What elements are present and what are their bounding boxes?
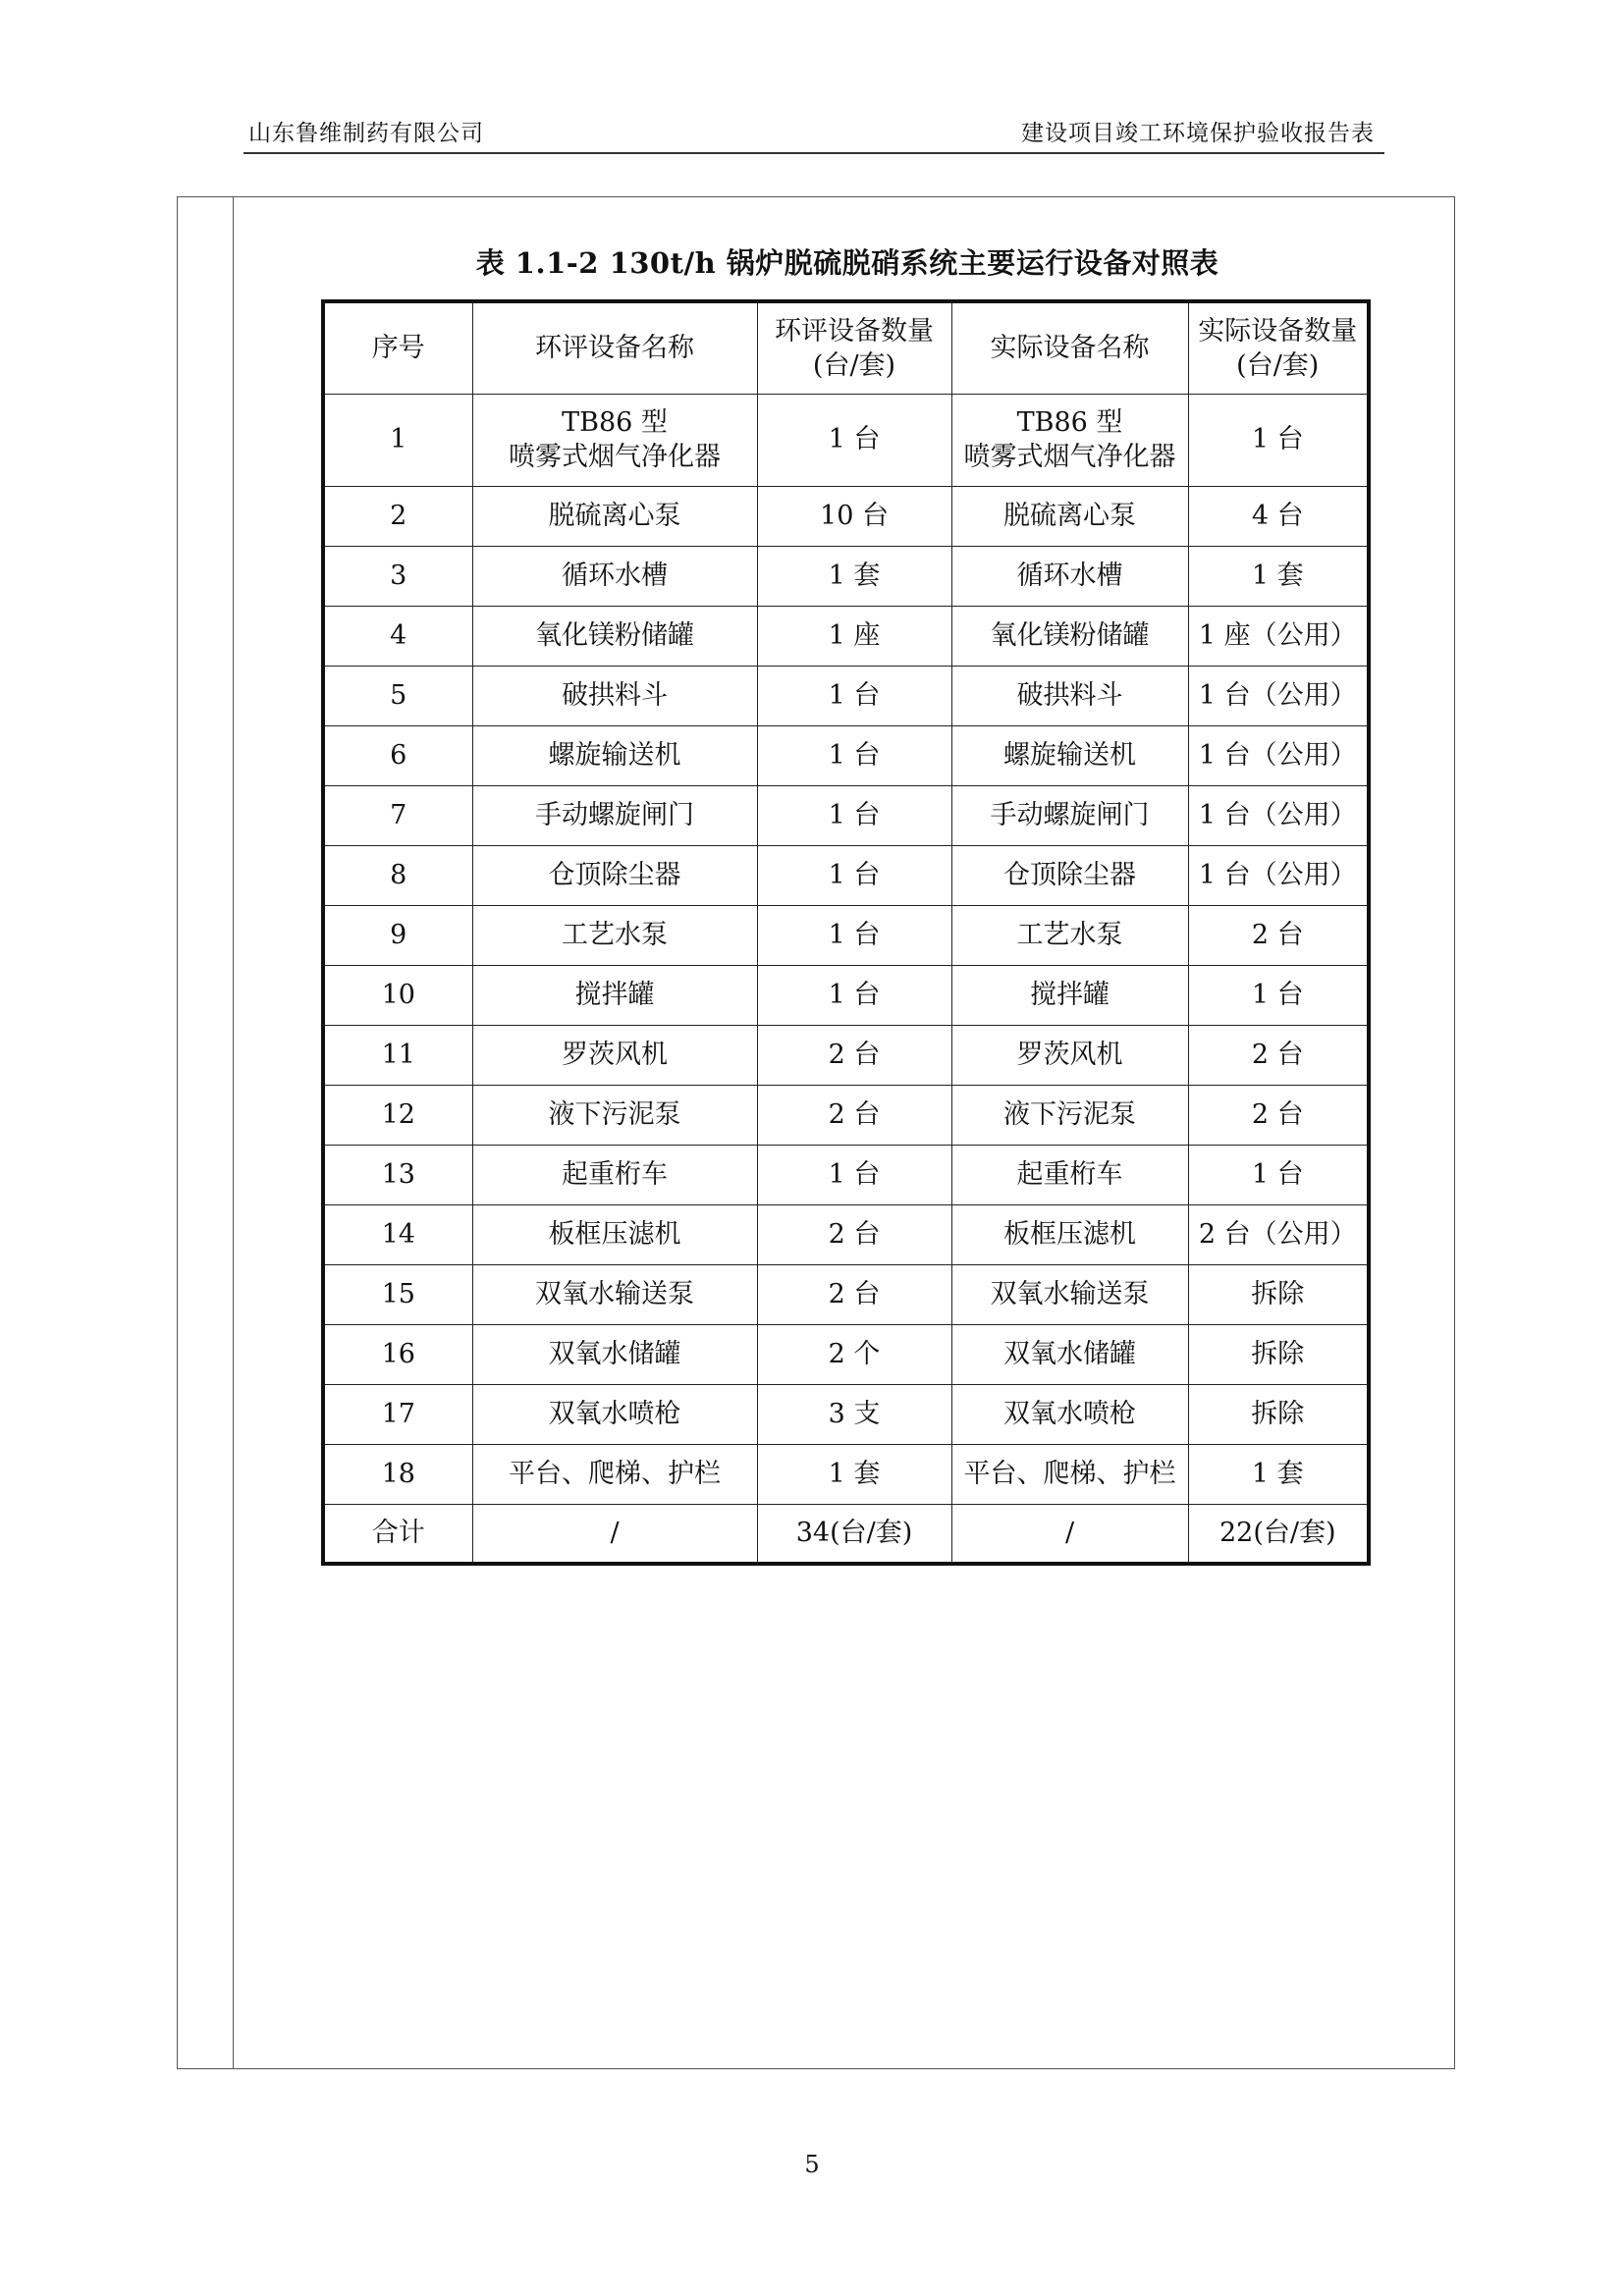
cell-actual-qty: 2 台 bbox=[1188, 1085, 1369, 1145]
cell-eia-name: 氧化镁粉储罐 bbox=[472, 606, 757, 666]
cell-eia-qty: 2 台 bbox=[757, 1025, 951, 1085]
table-caption: 表 1.1-2 130t/h 锅炉脱硫脱硝系统主要运行设备对照表 bbox=[475, 246, 1219, 280]
cell-eia-qty: 1 台 bbox=[757, 394, 951, 486]
cell-actual-name: 罗茨风机 bbox=[951, 1025, 1188, 1085]
cell-eia-qty: 2 台 bbox=[757, 1204, 951, 1264]
table-row bbox=[323, 1444, 1369, 1504]
cell-actual-name bbox=[951, 394, 1188, 486]
cell-eia-qty: 1 座 bbox=[757, 606, 951, 666]
cell-eia-name: 液下污泥泵 bbox=[472, 1085, 757, 1145]
cell-actual-qty: 拆除 bbox=[1188, 1264, 1369, 1324]
table-row bbox=[323, 1204, 1369, 1264]
cell-eia-qty: 1 台 bbox=[757, 666, 951, 725]
cell-eia-name: 工艺水泵 bbox=[472, 905, 757, 965]
cell-actual-name: 循环水槽 bbox=[951, 546, 1188, 606]
table-row bbox=[323, 546, 1369, 606]
cell-actual-qty: 2 台 bbox=[1188, 905, 1369, 965]
header-no: 序号 bbox=[323, 301, 472, 394]
cell-no: 7 bbox=[323, 785, 472, 845]
cell-eia-qty: 34(台/套) bbox=[757, 1504, 951, 1564]
cell-actual-qty: 4 台 bbox=[1188, 486, 1369, 546]
cell-actual-qty: 1 台 bbox=[1188, 1145, 1369, 1204]
cell-actual-name: 氧化镁粉储罐 bbox=[951, 606, 1188, 666]
table-row bbox=[323, 606, 1369, 666]
cell-actual-name: 脱硫离心泵 bbox=[951, 486, 1188, 546]
cell-eia-name-line1: TB86 型 bbox=[562, 406, 668, 438]
table-row bbox=[323, 905, 1369, 965]
cell-actual-name: 起重桁车 bbox=[951, 1145, 1188, 1204]
cell-eia-qty: 1 台 bbox=[757, 965, 951, 1025]
table-row bbox=[323, 486, 1369, 546]
equipment-comparison-table bbox=[321, 299, 1371, 1566]
cell-actual-name: 螺旋输送机 bbox=[951, 725, 1188, 785]
cell-eia-name: 起重桁车 bbox=[472, 1145, 757, 1204]
table-row bbox=[323, 785, 1369, 845]
cell-no: 14 bbox=[323, 1204, 472, 1264]
cell-eia-name: 螺旋输送机 bbox=[472, 725, 757, 785]
cell-no: 9 bbox=[323, 905, 472, 965]
cell-actual-name: / bbox=[951, 1504, 1188, 1564]
cell-eia-qty: 2 台 bbox=[757, 1085, 951, 1145]
cell-no: 15 bbox=[323, 1264, 472, 1324]
header-report-title: 建设项目竣工环境保护验收报告表 bbox=[1021, 121, 1375, 146]
cell-eia-name: 仓顶除尘器 bbox=[472, 845, 757, 905]
table-row bbox=[323, 1025, 1369, 1085]
cell-no: 6 bbox=[323, 725, 472, 785]
cell-no: 5 bbox=[323, 666, 472, 725]
cell-actual-qty: 1 台（公用） bbox=[1188, 845, 1369, 905]
cell-eia-name: 脱硫离心泵 bbox=[472, 486, 757, 546]
cell-actual-qty: 2 台 bbox=[1188, 1025, 1369, 1085]
cell-eia-name: 双氧水喷枪 bbox=[472, 1384, 757, 1444]
cell-eia-name: 手动螺旋闸门 bbox=[472, 785, 757, 845]
cell-actual-qty: 1 台（公用） bbox=[1188, 785, 1369, 845]
cell-actual-qty: 拆除 bbox=[1188, 1384, 1369, 1444]
cell-actual-name: 手动螺旋闸门 bbox=[951, 785, 1188, 845]
page-number: 5 bbox=[804, 2151, 820, 2178]
cell-eia-name: 循环水槽 bbox=[472, 546, 757, 606]
cell-no: 12 bbox=[323, 1085, 472, 1145]
cell-no: 合计 bbox=[323, 1504, 472, 1564]
cell-eia-qty: 1 台 bbox=[757, 725, 951, 785]
cell-actual-qty: 1 座（公用） bbox=[1188, 606, 1369, 666]
cell-eia-qty: 1 台 bbox=[757, 845, 951, 905]
cell-no: 16 bbox=[323, 1324, 472, 1384]
cell-no: 18 bbox=[323, 1444, 472, 1504]
cell-eia-name: / bbox=[472, 1504, 757, 1564]
table-header-row bbox=[323, 301, 1369, 394]
header-divider bbox=[244, 152, 1384, 154]
table-total-row bbox=[323, 1504, 1369, 1564]
cell-eia-qty: 2 个 bbox=[757, 1324, 951, 1384]
table-row bbox=[323, 725, 1369, 785]
cell-actual-name: 液下污泥泵 bbox=[951, 1085, 1188, 1145]
cell-eia-name: 双氧水储罐 bbox=[472, 1324, 757, 1384]
cell-no: 3 bbox=[323, 546, 472, 606]
cell-no: 2 bbox=[323, 486, 472, 546]
cell-actual-name: 工艺水泵 bbox=[951, 905, 1188, 965]
header-actual-name: 实际设备名称 bbox=[951, 301, 1188, 394]
cell-actual-qty: 1 台（公用） bbox=[1188, 666, 1369, 725]
cell-eia-name-line2: 喷雾式烟气净化器 bbox=[509, 442, 721, 472]
cell-eia-qty: 1 台 bbox=[757, 1145, 951, 1204]
header-actual-qty-line2: (台/套) bbox=[1236, 349, 1320, 381]
header-eia-qty-line2: (台/套) bbox=[812, 349, 896, 381]
table-row bbox=[323, 1264, 1369, 1324]
cell-eia-name: 罗茨风机 bbox=[472, 1025, 757, 1085]
cell-actual-name: 双氧水输送泵 bbox=[951, 1264, 1188, 1324]
cell-actual-name: 板框压滤机 bbox=[951, 1204, 1188, 1264]
cell-actual-name: 破拱料斗 bbox=[951, 666, 1188, 725]
cell-eia-name: 搅拌罐 bbox=[472, 965, 757, 1025]
table-row bbox=[323, 965, 1369, 1025]
cell-actual-qty: 拆除 bbox=[1188, 1324, 1369, 1384]
cell-eia-qty: 1 台 bbox=[757, 905, 951, 965]
cell-no: 13 bbox=[323, 1145, 472, 1204]
cell-eia-name: 双氧水输送泵 bbox=[472, 1264, 757, 1324]
cell-eia-name: 板框压滤机 bbox=[472, 1204, 757, 1264]
cell-actual-qty: 1 套 bbox=[1188, 546, 1369, 606]
cell-actual-qty: 2 台（公用） bbox=[1188, 1204, 1369, 1264]
cell-actual-name: 双氧水储罐 bbox=[951, 1324, 1188, 1384]
header-eia-qty bbox=[757, 301, 951, 394]
cell-actual-name-line1: TB86 型 bbox=[1016, 406, 1123, 438]
cell-actual-qty: 22(台/套) bbox=[1188, 1504, 1369, 1564]
cell-eia-name: 破拱料斗 bbox=[472, 666, 757, 725]
cell-eia-name: 平台、爬梯、护栏 bbox=[472, 1444, 757, 1504]
table-row bbox=[323, 1085, 1369, 1145]
cell-no: 17 bbox=[323, 1384, 472, 1444]
cell-eia-qty: 2 台 bbox=[757, 1264, 951, 1324]
header-actual-qty-line1: 实际设备数量 bbox=[1198, 315, 1358, 347]
cell-actual-name: 双氧水喷枪 bbox=[951, 1384, 1188, 1444]
header-eia-qty-line1: 环评设备数量 bbox=[775, 315, 934, 347]
cell-eia-qty: 1 套 bbox=[757, 546, 951, 606]
table-row bbox=[323, 1324, 1369, 1384]
table-row bbox=[323, 394, 1369, 486]
cell-eia-name bbox=[472, 394, 757, 486]
cell-eia-qty: 1 套 bbox=[757, 1444, 951, 1504]
cell-actual-name-line2: 喷雾式烟气净化器 bbox=[963, 442, 1176, 472]
cell-no: 8 bbox=[323, 845, 472, 905]
cell-actual-qty: 1 台 bbox=[1188, 394, 1369, 486]
cell-eia-qty: 1 台 bbox=[757, 785, 951, 845]
header-actual-qty bbox=[1188, 301, 1369, 394]
cell-actual-qty: 1 台（公用） bbox=[1188, 725, 1369, 785]
cell-no: 1 bbox=[323, 394, 472, 486]
cell-actual-qty: 1 套 bbox=[1188, 1444, 1369, 1504]
frame-margin-line bbox=[233, 196, 234, 2069]
table-row bbox=[323, 666, 1369, 725]
cell-actual-name: 搅拌罐 bbox=[951, 965, 1188, 1025]
cell-actual-name: 仓顶除尘器 bbox=[951, 845, 1188, 905]
cell-no: 11 bbox=[323, 1025, 472, 1085]
header-eia-name: 环评设备名称 bbox=[472, 301, 757, 394]
cell-actual-qty: 1 台 bbox=[1188, 965, 1369, 1025]
cell-actual-name: 平台、爬梯、护栏 bbox=[951, 1444, 1188, 1504]
header-company: 山东鲁维制药有限公司 bbox=[248, 121, 484, 146]
cell-eia-qty: 3 支 bbox=[757, 1384, 951, 1444]
cell-no: 4 bbox=[323, 606, 472, 666]
cell-eia-qty: 10 台 bbox=[757, 486, 951, 546]
table-row bbox=[323, 1145, 1369, 1204]
table-row bbox=[323, 1384, 1369, 1444]
table-row bbox=[323, 845, 1369, 905]
cell-no: 10 bbox=[323, 965, 472, 1025]
